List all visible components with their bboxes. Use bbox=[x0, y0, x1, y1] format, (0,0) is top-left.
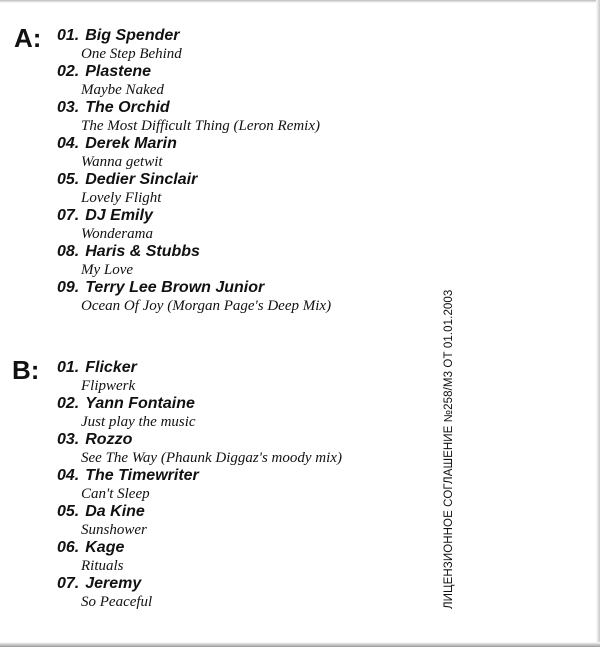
track-number: 01. bbox=[57, 27, 80, 44]
license-agreement-text: ЛИЦЕНЗИОННОЕ СОГЛАШЕНИЕ №258/М3 ОТ 01.01.2003 bbox=[443, 289, 455, 609]
track-artist bbox=[57, 171, 331, 189]
track-item bbox=[57, 395, 342, 431]
track-item bbox=[57, 539, 342, 575]
track-artist bbox=[57, 207, 331, 225]
track-artist bbox=[57, 99, 331, 117]
track-item bbox=[57, 359, 342, 395]
track-title: Ocean Of Joy (Morgan Page's Deep Mix) bbox=[81, 298, 332, 314]
track-item bbox=[57, 279, 331, 315]
track-title: Can't Sleep bbox=[81, 486, 150, 502]
artist-name: Haris & Stubbs bbox=[85, 243, 200, 260]
track-item bbox=[57, 99, 331, 135]
track-item bbox=[57, 171, 331, 207]
track-number: 08. bbox=[57, 243, 80, 260]
artist-name: Dedier Sinclair bbox=[85, 171, 198, 188]
artist-name: Derek Marin bbox=[85, 135, 177, 152]
track-number: 07. bbox=[57, 575, 80, 592]
track-artist bbox=[57, 27, 331, 45]
track-artist bbox=[57, 395, 342, 413]
artist-name: Kage bbox=[85, 539, 125, 556]
track-number: 06. bbox=[57, 539, 80, 556]
artist-name: Rozzo bbox=[85, 431, 133, 448]
track-title: Wonderama bbox=[81, 226, 153, 242]
track-artist bbox=[57, 503, 342, 521]
track-artist bbox=[57, 279, 331, 297]
track-title: Wanna getwit bbox=[81, 154, 163, 170]
track-artist bbox=[57, 431, 342, 449]
track-artist bbox=[57, 539, 342, 557]
track-title: Flipwerk bbox=[81, 378, 136, 394]
artist-name: Flicker bbox=[85, 359, 137, 376]
track-item bbox=[57, 467, 342, 503]
track-title: Lovely Flight bbox=[81, 190, 162, 206]
side-b-tracklist bbox=[57, 359, 342, 611]
track-number: 04. bbox=[57, 467, 80, 484]
track-number: 02. bbox=[57, 395, 80, 412]
artist-name: Terry Lee Brown Junior bbox=[85, 279, 265, 296]
track-artist bbox=[57, 359, 342, 377]
track-number: 09. bbox=[57, 279, 80, 296]
track-title: See The Way (Phaunk Diggaz's moody mix) bbox=[81, 450, 342, 466]
track-item bbox=[57, 135, 331, 171]
track-title: Just play the music bbox=[81, 414, 196, 430]
track-title: One Step Behind bbox=[81, 46, 182, 62]
track-item bbox=[57, 63, 331, 99]
artist-name: Yann Fontaine bbox=[85, 395, 195, 412]
track-number: 04. bbox=[57, 135, 80, 152]
track-artist bbox=[57, 575, 342, 593]
artist-name: The Timewriter bbox=[85, 467, 199, 484]
side-a-tracklist bbox=[57, 27, 331, 315]
scan-edge-bottom bbox=[0, 642, 600, 647]
artist-name: DJ Emily bbox=[85, 207, 153, 224]
artist-name: Jeremy bbox=[85, 575, 142, 592]
track-title: Rituals bbox=[81, 558, 124, 574]
scan-edge-top bbox=[0, 0, 600, 3]
scan-edge-right bbox=[596, 0, 600, 647]
artist-name: Big Spender bbox=[85, 27, 180, 44]
track-title: Sunshower bbox=[81, 522, 147, 538]
track-item bbox=[57, 431, 342, 467]
track-number: 02. bbox=[57, 63, 80, 80]
track-title: The Most Difficult Thing (Leron Remix) bbox=[81, 118, 321, 134]
artist-name: Plastene bbox=[85, 63, 152, 80]
track-number: 05. bbox=[57, 171, 80, 188]
track-title: My Love bbox=[81, 262, 134, 278]
track-item bbox=[57, 27, 331, 63]
track-item bbox=[57, 575, 342, 611]
track-title: So Peaceful bbox=[81, 594, 153, 610]
side-a-label: A: bbox=[14, 23, 42, 53]
track-number: 03. bbox=[57, 99, 80, 116]
track-item bbox=[57, 243, 331, 279]
track-item bbox=[57, 207, 331, 243]
track-number: 05. bbox=[57, 503, 80, 520]
side-b-label: B: bbox=[12, 355, 40, 385]
artist-name: Da Kine bbox=[85, 503, 145, 520]
track-number: 07. bbox=[57, 207, 80, 224]
track-artist bbox=[57, 63, 331, 81]
artist-name: The Orchid bbox=[85, 99, 170, 116]
track-artist bbox=[57, 243, 331, 261]
track-title: Maybe Naked bbox=[81, 82, 164, 98]
track-item bbox=[57, 503, 342, 539]
track-number: 03. bbox=[57, 431, 80, 448]
track-artist bbox=[57, 467, 342, 485]
track-artist bbox=[57, 135, 331, 153]
track-number: 01. bbox=[57, 359, 80, 376]
